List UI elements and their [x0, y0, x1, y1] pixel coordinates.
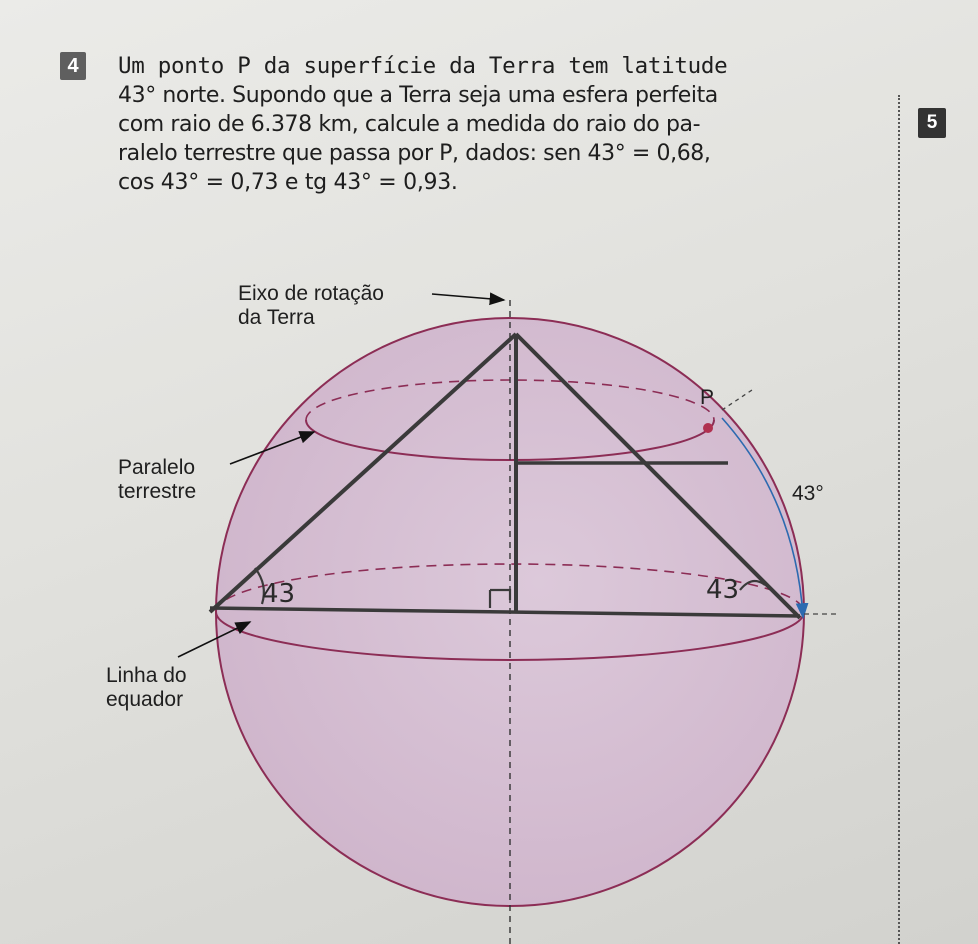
problem-line-4: ralelo terrestre que passa por P, dados: sen 43° = 0,68, — [118, 141, 711, 166]
problem-line-2: 43° norte. Supondo que a Terra seja uma esfera perfeita — [118, 83, 718, 108]
point-p — [703, 423, 713, 433]
parallel-label-line-1: Paralelo — [118, 456, 196, 479]
equator-label-line-1: Linha do — [106, 664, 187, 687]
problem-line-5: cos 43° = 0,73 e tg 43° = 0,93. — [118, 170, 458, 195]
parallel-label — [118, 456, 196, 504]
p-direction-dash — [722, 390, 752, 410]
parallel-label-line-2: terrestre — [118, 480, 197, 503]
point-p-label: P — [700, 386, 715, 409]
axis-label-line-2: da Terra — [238, 306, 315, 329]
handwritten-43-right: 43 — [706, 575, 740, 605]
problem-line-3: com raio de 6.378 km, calcule a medida do raio do pa- — [118, 112, 701, 137]
axis-label — [238, 282, 384, 330]
problem-line-1: Um ponto P da superfície da Terra tem latitude — [118, 53, 728, 79]
next-problem-number-badge: 5 — [918, 108, 946, 138]
handwritten-43-left: 43 — [262, 579, 296, 609]
equator-label — [106, 664, 187, 712]
problem-number-badge: 4 — [60, 52, 86, 80]
angle-43-label: 43° — [792, 482, 824, 505]
equator-label-line-2: equador — [106, 688, 184, 711]
axis-label-line-1: Eixo de rotação — [238, 282, 384, 305]
axis-label-arrow — [432, 294, 504, 300]
